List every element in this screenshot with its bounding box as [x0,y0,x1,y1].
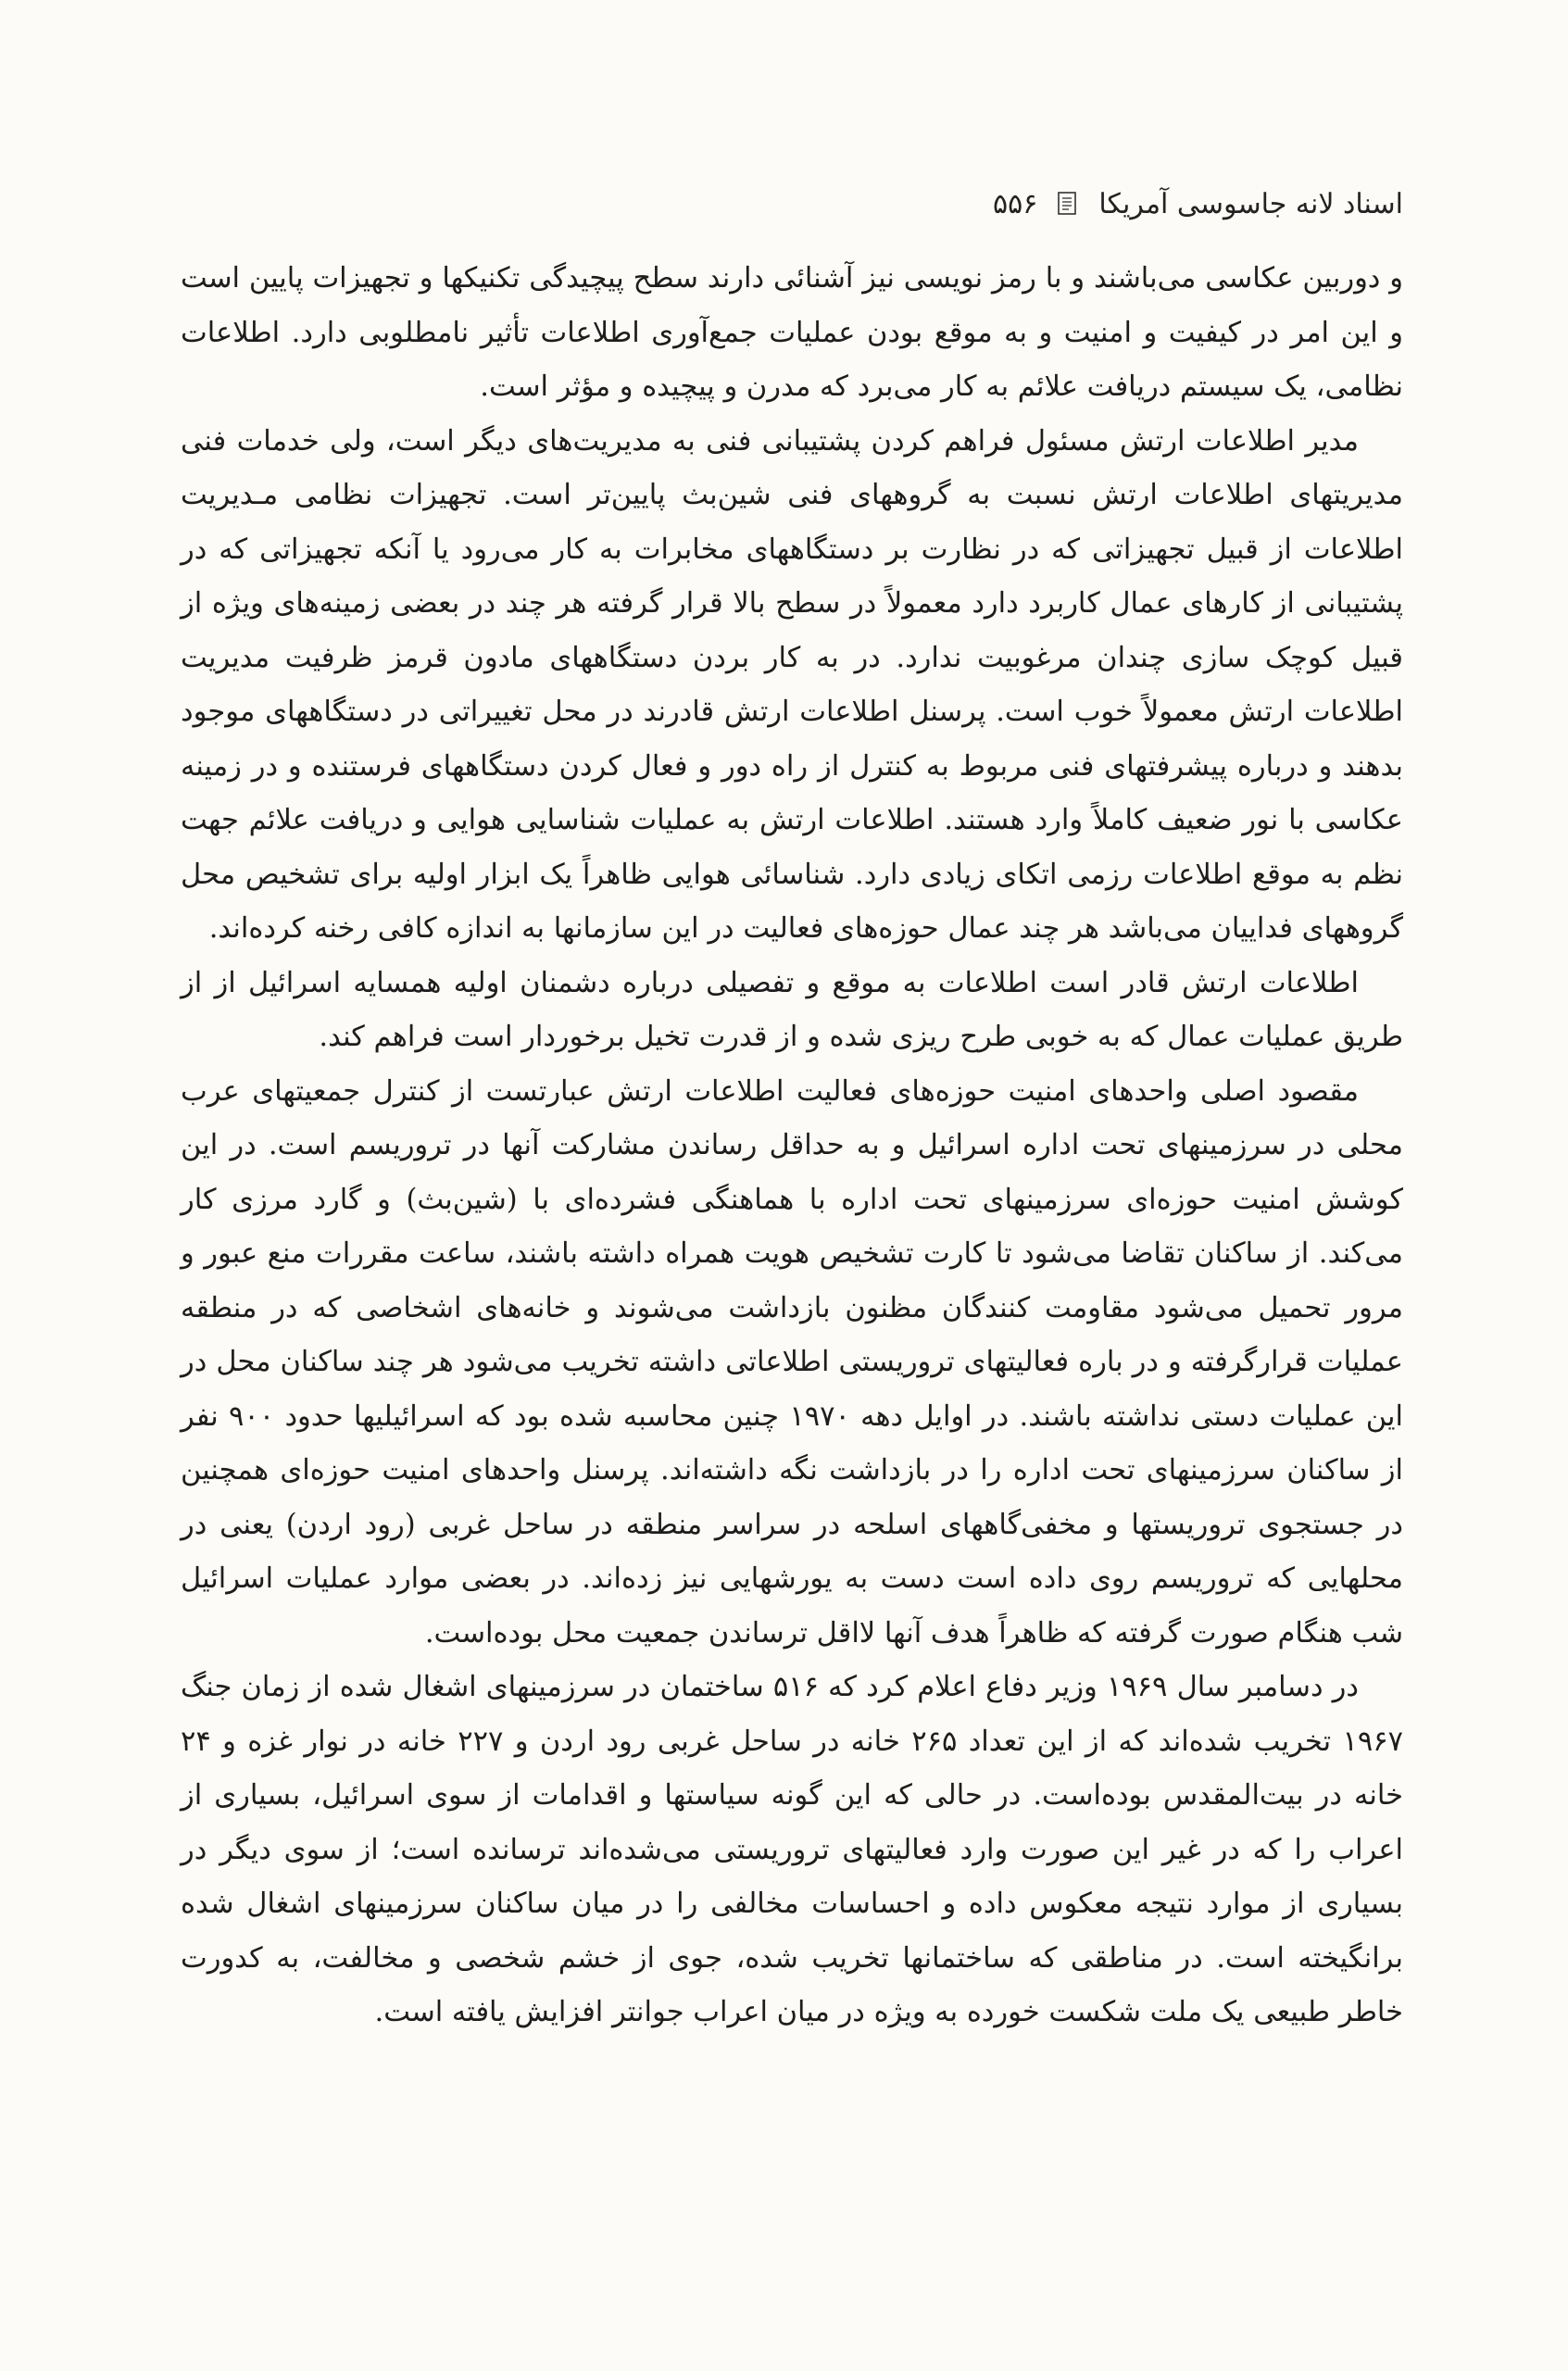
paragraph: و دوربین عکاسی می‌باشند و با رمز نویسی نیز آشنائی دارند سطح پیچیدگی تکنیکها و تجهیزات پایین است و این امر در کیفیت و امنیت و به موقع بودن عملیات جمع‌آوری اطلاعات تأثیر نامطلوبی دارد. اطلاعات نظامی، یک سیستم دریافت علائم به کار می‌برد که مدرن و پیچیده و مؤثر است. [181,262,1403,403]
book-icon [1054,190,1082,218]
paragraph: در دسامبر سال ۱۹۶۹ وزیر دفاع اعلام کرد که ۵۱۶ ساختمان در سرزمینهای اشغال شده از زمان جنگ ۱۹۶۷ تخریب شده‌اند که از این تعداد ۲۶۵ خانه در ساحل غربی رود اردن و ۲۲۷ خانه در نوار غزه و ۲۴ خانه در بیت‌المقدس بوده‌است. در حالی که این گونه سیاستها و اقدامات از سوی اسرائیل، بسیاری از اعراب را که در غیر این صورت وارد فعالیتهای تروریستی می‌شده‌اند ترسانده است؛ از سوی دیگر در بسیاری از موارد نتیجه معکوس داده و احساسات مخالفی را در میان ساکنان سرزمینهای اشغال شده برانگیخته است. در مناطقی که ساختمانها تخریب شده، جوی از خشم شخصی و مخالفت، به کدورت خاطر طبیعی یک ملت شکست خورده به ویژه در میان اعراب جوانتر افزایش یافته است. [181,1671,1403,2028]
page-number: ۵۵۶ [993,187,1038,220]
paragraph: مقصود اصلی واحدهای امنیت حوزه‌های فعالیت اطلاعات ارتش عبارتست از کنترل جمعیتهای عرب محلی در سرزمینهای تحت اداره اسرائیل و به حداقل رساندن مشارکت آنها در تروریسم است. در این کوشش امنیت حوزه‌ای سرزمینهای تحت اداره با هماهنگی فشرده‌ای با (شین‌بث) و گارد مرزی کار می‌کند. از ساکنان تقاضا می‌شود تا کارت تشخیص هویت همراه داشته باشند، ساعت مقررات منع عبور و مرور تحمیل می‌شود مقاومت کنندگان مظنون بازداشت می‌شوند و خانه‌های اشخاصی که در منطقه عملیات قرارگرفته و در باره فعالیتهای تروریستی اطلاعاتی داشته تخریب می‌شود هر چند ساکنان محل در این عملیات دستی نداشته باشند. در اوایل دهه ۱۹۷۰ چنین محاسبه شده بود که اسرائیلیها حدود ۹۰۰ نفر از ساکنان سرزمینهای تحت اداره را در بازداشت نگه داشته‌اند. پرسنل واحدهای امنیت حوزه‌ای همچنین در جستجوی تروریستها و مخفی‌گاههای اسلحه در سراسر منطقه در ساحل غربی (رود اردن) یعنی در محلهایی که تروریسم روی داده است دست به یورشهایی نیز زده‌اند. در بعضی موارد عملیات اسرائیل شب هنگام صورت گرفته که ظاهراً هدف آنها لااقل ترساندن جمعیت محل بوده‌است. [181,1074,1403,1650]
body-text [181,252,1403,2040]
document-page [181,176,1403,2040]
paragraph: مدیر اطلاعات ارتش مسئول فراهم کردن پشتیبانی فنی به مدیریت‌های دیگر است، ولی خدمات فنی مدیریتهای اطلاعات ارتش نسبت به گروههای فنی شین‌بث پایین‌تر است. تجهیزات نظامی مـدیریت اطلاعات از قبیل تجهیزاتی که در نظارت بر دستگاههای مخابرات به کار می‌رود یا آنکه تجهیزاتی که در پشتیبانی از کارهای عمال کاربرد دارد معمولاً در سطح بالا قرار گرفته هر چند در بعضی زمینه‌های ویژه از قبیل کوچک سازی چندان مرغوبیت ندارد. در به کار بردن دستگاههای مادون قرمز ظرفیت مدیریت اطلاعات ارتش معمولاً خوب است. پرسنل اطلاعات ارتش قادرند در محل تغییراتی در دستگاههای موجود بدهند و درباره پیشرفتهای فنی مربوط به کنترل از راه دور و فعال کردن دستگاههای فرستنده و در زمینه عکاسی با نور ضعیف کاملاً وارد هستند. اطلاعات ارتش به عملیات شناسایی هوایی و دریافت علائم جهت نظم به موقع اطلاعات رزمی اتکای زیادی دارد. شناسائی هوایی ظاهراً یک ابزار اولیه برای تشخیص محل گروههای فداییان می‌باشد هر چند عمال حوزه‌های فعالیت در این سازمانها به اندازه کافی رخنه کرده‌اند. [181,424,1403,945]
paragraph: اطلاعات ارتش قادر است اطلاعات به موقع و تفصیلی درباره دشمنان اولیه همسایه اسرائیل از از طریق عملیات عمال که به خوبی طرح ریزی شده و از قدرت تخیل برخوردار است فراهم کند. [181,966,1403,1053]
book-title: اسناد لانه جاسوسی آمریکا [1098,187,1403,220]
running-header [181,176,1403,232]
